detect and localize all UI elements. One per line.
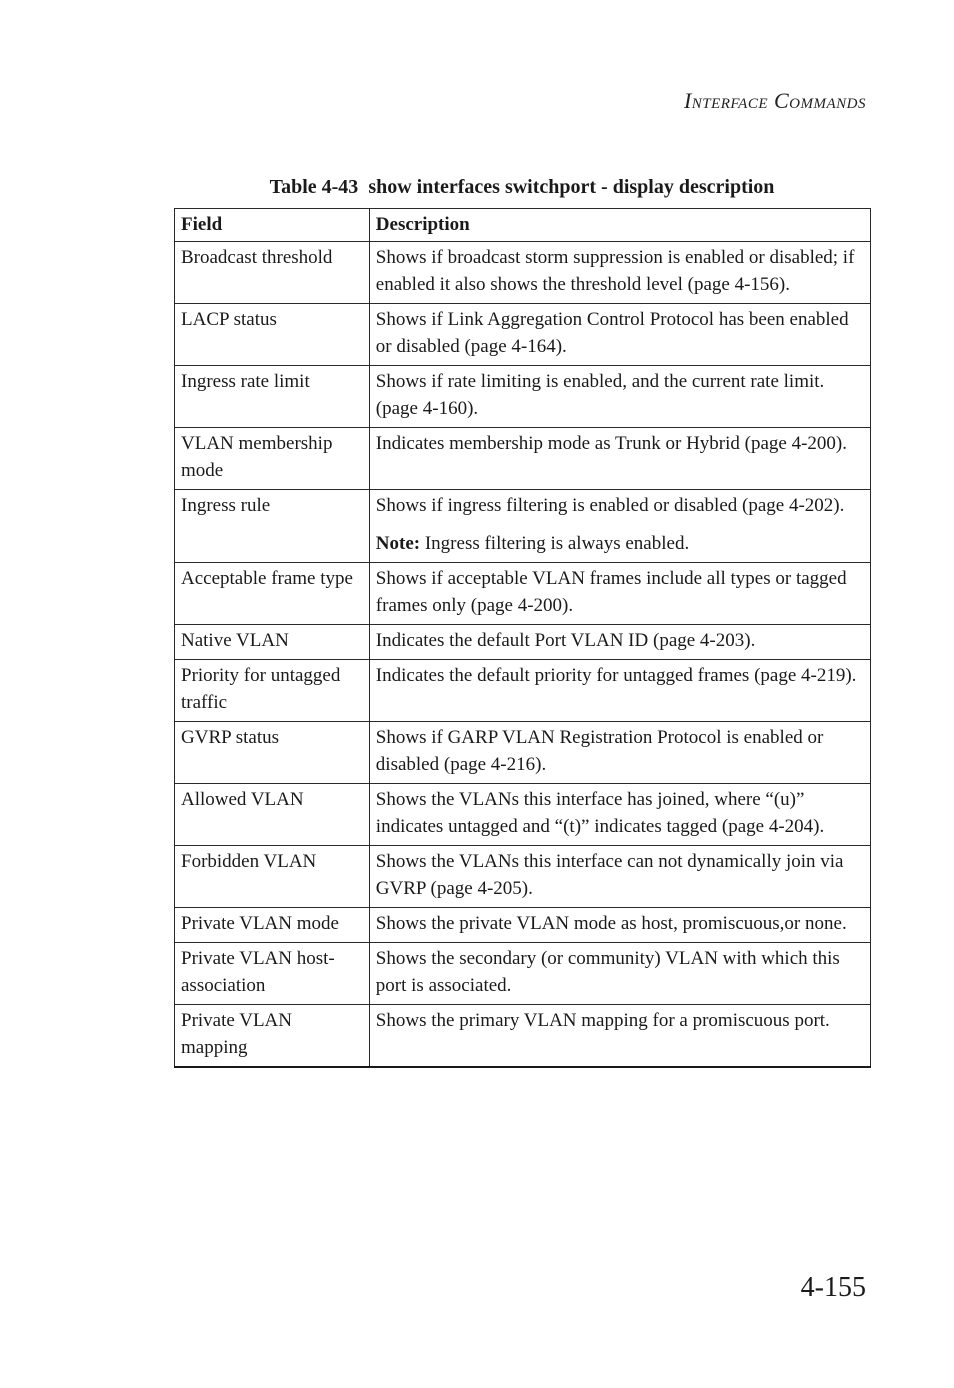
table-row [175, 943, 871, 1005]
table-row [175, 428, 871, 490]
table-row [175, 563, 871, 625]
table-header-row [175, 209, 871, 242]
table-row [175, 846, 871, 908]
field-cell: Allowed VLAN [175, 784, 370, 846]
table-row [175, 625, 871, 660]
field-cell: Private VLAN host-association [175, 943, 370, 1005]
field-cell: Forbidden VLAN [175, 846, 370, 908]
description-cell: Shows the secondary (or community) VLAN with which this port is associated. [369, 943, 870, 1005]
table-caption [174, 176, 870, 199]
table-row [175, 490, 871, 563]
field-cell: Broadcast threshold [175, 242, 370, 304]
description-cell: Indicates membership mode as Trunk or Hybrid (page 4-200). [369, 428, 870, 490]
note [376, 530, 864, 557]
field-cell: GVRP status [175, 722, 370, 784]
field-cell: VLAN membership mode [175, 428, 370, 490]
field-cell: Priority for untagged traffic [175, 660, 370, 722]
running-header: Interface Commands [683, 88, 866, 113]
field-cell: Private VLAN mapping [175, 1005, 370, 1068]
description-cell: Shows if GARP VLAN Registration Protocol is enabled or disabled (page 4-216). [369, 722, 870, 784]
description-cell: Shows the primary VLAN mapping for a promiscuous port. [369, 1005, 870, 1068]
table-row [175, 722, 871, 784]
table-row [175, 908, 871, 943]
description-cell: Shows the VLANs this interface has joined, where “(u)” indicates untagged and “(t)” indicates tagged (page 4-204). [369, 784, 870, 846]
page-number: 4-155 [800, 1272, 866, 1303]
note-text: Ingress filtering is always enabled. [424, 533, 690, 554]
description-table [174, 208, 871, 1068]
table-caption-number: Table 4-43 [269, 176, 359, 198]
table-row [175, 660, 871, 722]
table-row [175, 242, 871, 304]
description-cell: Shows if acceptable VLAN frames include all types or tagged frames only (page 4-200). [369, 563, 870, 625]
description-cell: Shows the VLANs this interface can not dynamically join via GVRP (page 4-205). [369, 846, 870, 908]
description-text: Shows if ingress filtering is enabled or disabled (page 4-202). [375, 495, 845, 516]
field-cell: Ingress rule [175, 490, 370, 563]
column-header-field: Field [175, 209, 370, 242]
field-cell: Private VLAN mode [175, 908, 370, 943]
table-row [175, 784, 871, 846]
field-cell: Acceptable frame type [175, 563, 370, 625]
description-cell: Indicates the default Port VLAN ID (page 4-203). [369, 625, 870, 660]
description-cell: Indicates the default priority for untagged frames (page 4-219). [369, 660, 870, 722]
description-cell: Shows if rate limiting is enabled, and the current rate limit. (page 4-160). [369, 366, 870, 428]
description-cell [369, 490, 870, 563]
column-header-description: Description [369, 209, 870, 242]
note-label: Note: [375, 533, 421, 554]
table-row [175, 304, 871, 366]
table-row [175, 1005, 871, 1068]
description-cell: Shows if Link Aggregation Control Protocol has been enabled or disabled (page 4-164). [369, 304, 870, 366]
description-cell: Shows the private VLAN mode as host, promiscuous,or none. [369, 908, 870, 943]
description-cell: Shows if broadcast storm suppression is enabled or disabled; if enabled it also shows the threshold level (page 4-156). [369, 242, 870, 304]
table-row [175, 366, 871, 428]
field-cell: Ingress rate limit [175, 366, 370, 428]
field-cell: LACP status [175, 304, 370, 366]
field-cell: Native VLAN [175, 625, 370, 660]
table-caption-text: show interfaces switchport - display description [368, 176, 775, 198]
